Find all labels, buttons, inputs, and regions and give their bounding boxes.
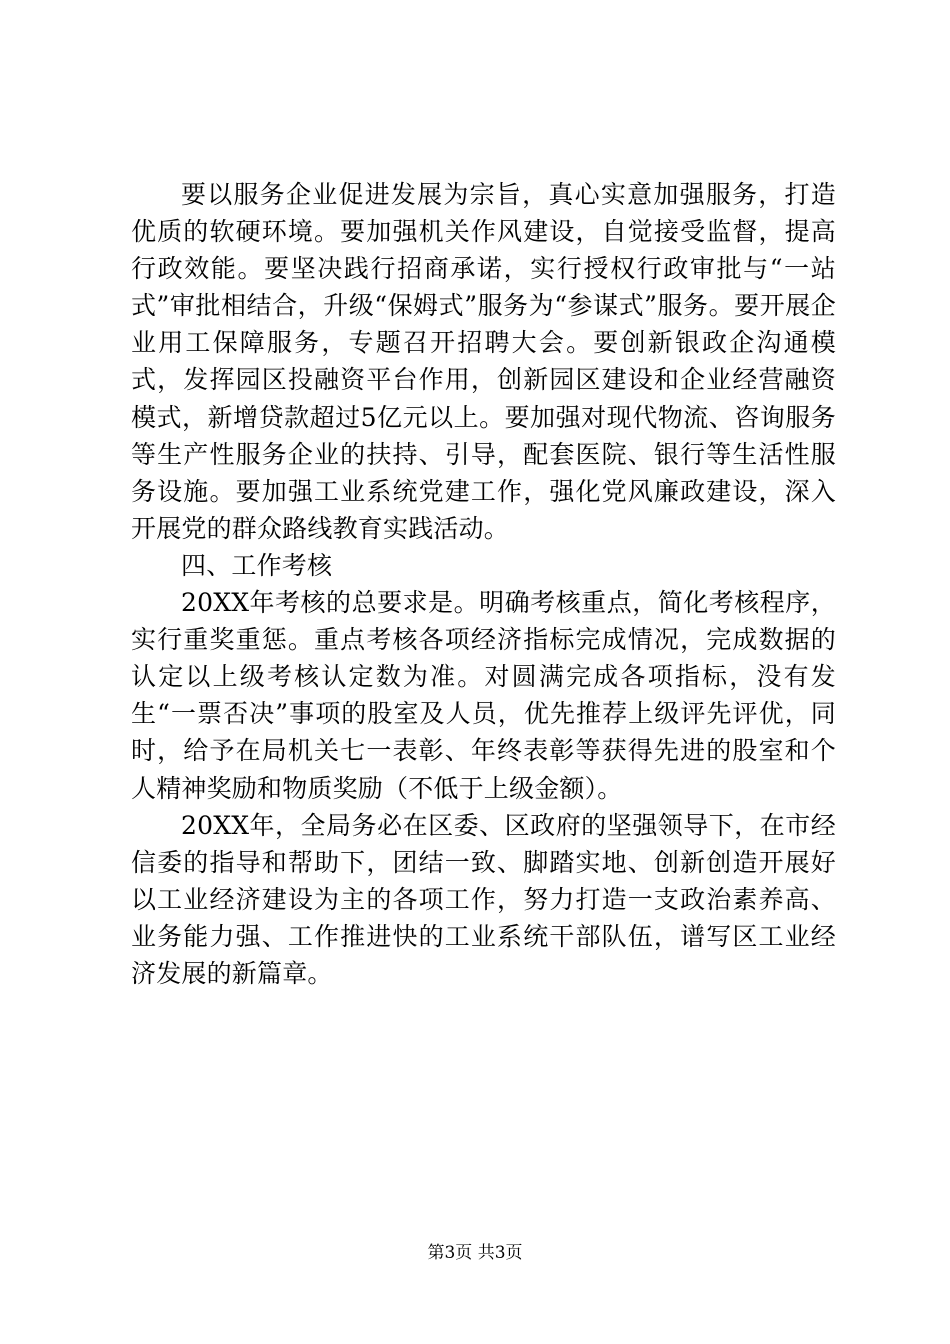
paragraph-assessment-requirements: 20XX年考核的总要求是。明确考核重点，简化考核程序，实行重奖重惩。重点考核各项经济指标完成情况，完成数据的认定以上级考核认定数为准。对圆满完成各项指标，没有发生“一票否决”事项的股室及人员，优先推荐上级评先评优，同时，给予在局机关七一表彰、年终表彰等获得先进的股室和个人精神奖励和物质奖励（不低于上级金额）。	[131, 588, 836, 803]
document-body	[131, 176, 836, 992]
page-number-footer: 第3页 共3页	[427, 1243, 523, 1263]
paragraph-service-environment: 要以服务企业促进发展为宗旨，真心实意加强服务，打造优质的软硬环境。要加强机关作风建设，自觉接受监督，提高行政效能。要坚决践行招商承诺，实行授权行政审批与“一站式”审批相结合，升级“保姆式”服务为“参谋式”服务。要开展企业用工保障服务，专题召开招聘大会。要创新银政企沟通模式，发挥园区投融资平台作用，创新园区建设和企业经营融资模式，新增贷款超过5亿元以上。要加强对现代物流、咨询服务等生产性服务企业的扶持、引导，配套医院、银行等生活性服务设施。要加强工业系统党建工作，强化党风廉政建设，深入开展党的群众路线教育实践活动。	[131, 180, 836, 543]
paragraph-conclusion: 20XX年，全局务必在区委、区政府的坚强领导下，在市经信委的指导和帮助下，团结一致、脚踏实地、创新创造开展好以工业经济建设为主的各项工作，努力打造一支政治素养高、业务能力强、工作推进快的工业系统干部队伍，谱写区工业经济发展的新篇章。	[131, 810, 836, 988]
section-heading-work-assessment: 四、工作考核	[181, 550, 333, 580]
